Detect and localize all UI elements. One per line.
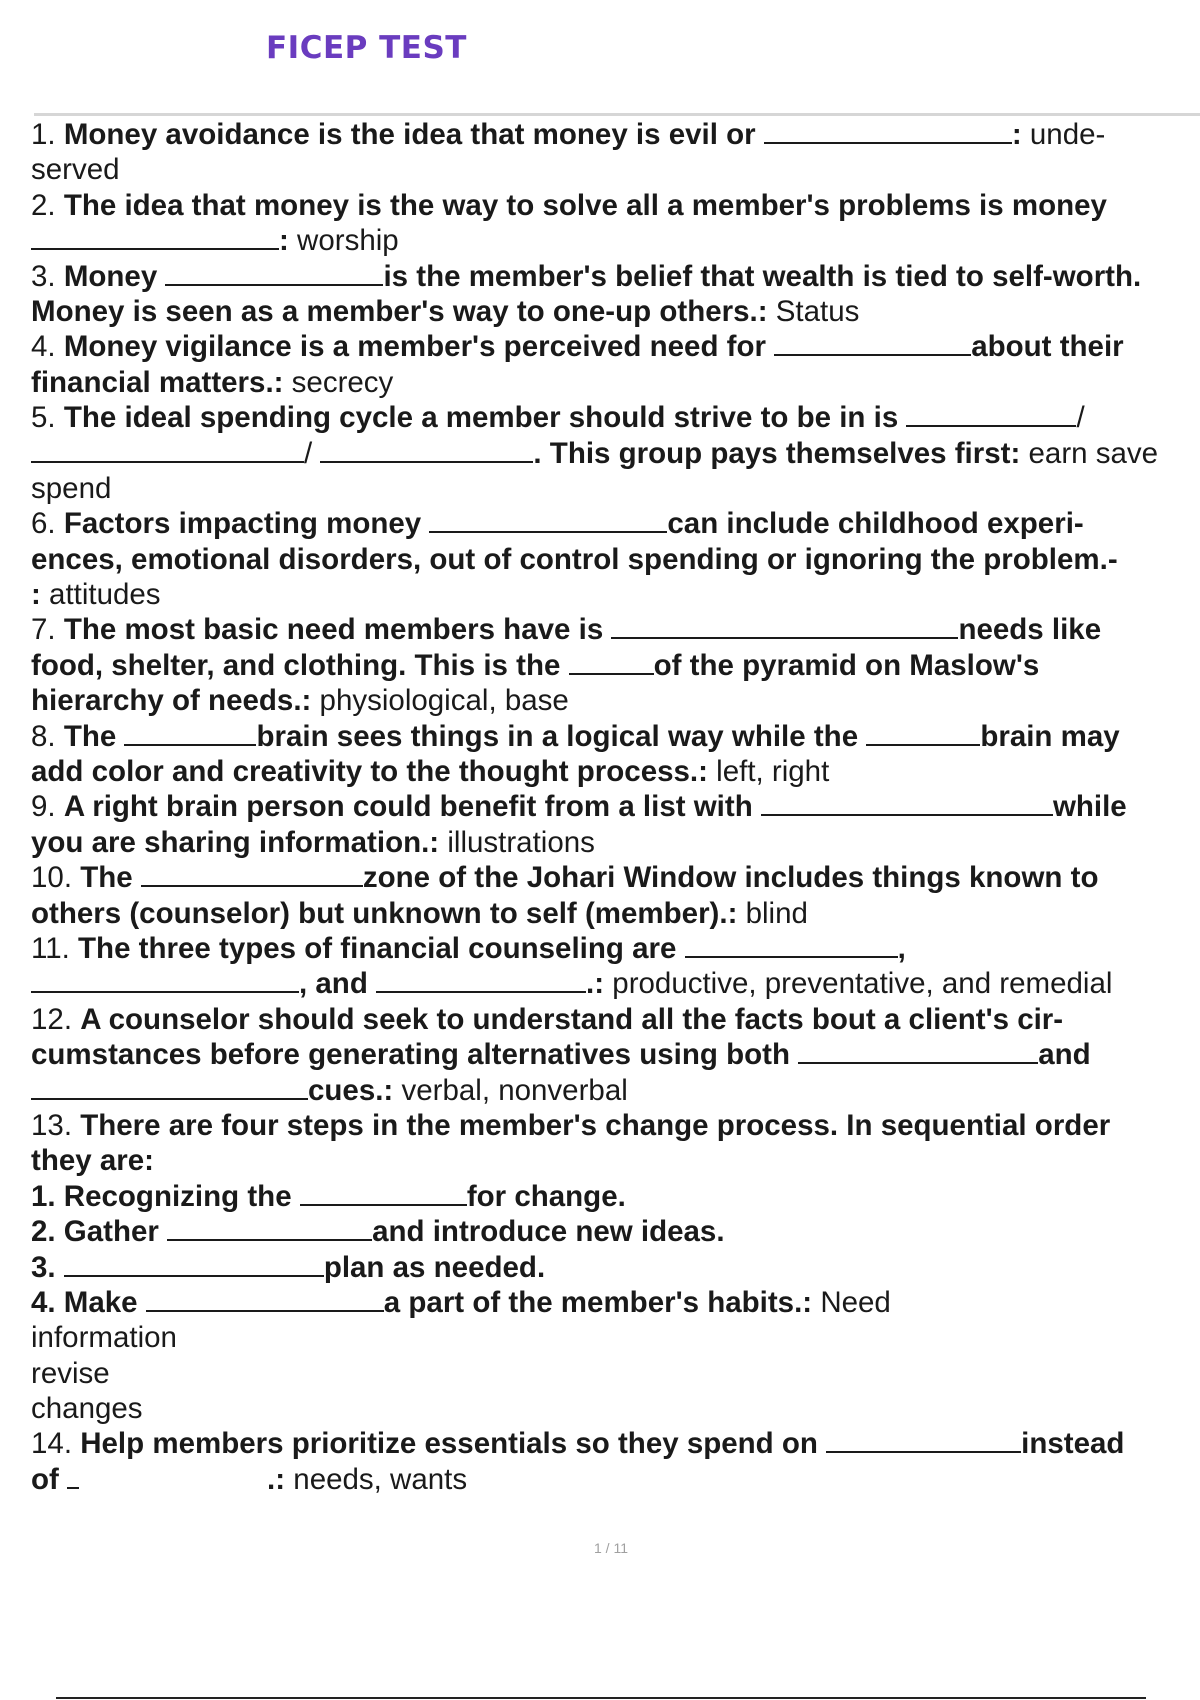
question-number: 12. — [31, 1002, 73, 1036]
question-text: . This group pays themselves first: — [533, 436, 1021, 470]
question-text: A right brain person could benefit from a list with — [63, 790, 753, 824]
answer-blank — [376, 967, 586, 993]
answer-text: changes — [31, 1392, 143, 1426]
question-8-line-1 — [31, 719, 1200, 754]
question-number: 4. — [31, 330, 56, 364]
question-7-line-2 — [31, 648, 1200, 683]
question-text: of — [31, 1462, 59, 1496]
question-text: 1. Recognizing the — [31, 1179, 292, 1213]
answer-text: Need — [820, 1285, 891, 1319]
comma: , — [897, 931, 906, 965]
answer-blank — [774, 330, 971, 356]
question-13-line-1 — [31, 1108, 1200, 1143]
question-text: financial matters.: — [31, 365, 284, 399]
question-10-line-2 — [31, 896, 1200, 931]
question-5-line-3 — [31, 471, 1200, 506]
answer-blank — [64, 1251, 324, 1277]
question-3-line-1 — [31, 259, 1200, 294]
answer-text: physiological, base — [319, 684, 569, 718]
question-text: : — [279, 224, 289, 258]
question-text: Money avoidance is the idea that money is evil or — [63, 118, 756, 151]
question-14-line-1 — [31, 1426, 1200, 1461]
page-number: 1 / 11 — [594, 1540, 628, 1556]
question-list — [31, 117, 1200, 1497]
question-text: about their — [971, 330, 1124, 364]
question-14-line-2 — [31, 1462, 1200, 1497]
answer-text: unde- — [1029, 118, 1106, 151]
answer-blank — [31, 1074, 308, 1100]
question-text: The most basic need members have is — [63, 613, 604, 647]
question-number: 3. — [31, 259, 56, 293]
slash: / — [304, 436, 313, 470]
answer-blank — [146, 1286, 384, 1312]
question-1-line-1 — [31, 117, 1200, 152]
question-text: and — [1038, 1038, 1091, 1072]
answer-blank — [866, 720, 980, 746]
question-12-line-2 — [31, 1037, 1200, 1072]
question-13-line-2 — [31, 1143, 1200, 1178]
answer-blank — [764, 118, 1012, 144]
answer-blank — [906, 401, 1076, 427]
answer-text: verbal, nonverbal — [401, 1073, 628, 1107]
answer-blank — [300, 1180, 467, 1206]
question-13-step-4 — [31, 1285, 1200, 1320]
answer-text: left, right — [716, 755, 830, 789]
question-10-line-1 — [31, 860, 1200, 895]
question-5-line-1 — [31, 400, 1200, 435]
question-5-line-2 — [31, 436, 1200, 471]
question-text: Factors impacting money — [63, 507, 422, 541]
question-6-line-1 — [31, 506, 1200, 541]
title-divider — [34, 113, 1200, 116]
question-text: The — [63, 719, 117, 753]
question-number: 8. — [31, 719, 56, 753]
question-text: hierarchy of needs.: — [31, 684, 312, 718]
question-text: , and — [299, 967, 368, 1001]
question-8-line-2 — [31, 754, 1200, 789]
question-number: 2. — [31, 188, 56, 222]
question-number: 7. — [31, 613, 56, 647]
question-text: of the pyramid on Maslow's — [653, 648, 1040, 682]
question-number: 9. — [31, 790, 56, 824]
question-text: food, shelter, and clothing. This is the — [31, 648, 561, 682]
question-12-line-3 — [31, 1073, 1200, 1108]
answer-text: productive, preventative, and remedial — [612, 967, 1113, 1001]
question-text: for change. — [466, 1179, 626, 1213]
question-number: 10. — [31, 861, 73, 895]
question-text: .: — [586, 967, 605, 1001]
question-text: The ideal spending cycle a member should strive to be in is — [63, 401, 899, 435]
question-7-line-1 — [31, 612, 1200, 647]
question-text: others (counselor) but unknown to self (member).: — [31, 896, 738, 930]
answer-text: information — [31, 1321, 177, 1355]
slash: / — [1076, 401, 1085, 435]
question-number: 11. — [31, 931, 70, 965]
answer-blank — [798, 1038, 1038, 1064]
question-text: The — [80, 861, 133, 895]
question-13-answer-line-3 — [31, 1356, 1200, 1391]
question-13-step-1 — [31, 1179, 1200, 1214]
question-6-line-3 — [31, 577, 1200, 612]
question-text: Money — [63, 259, 158, 293]
question-text: you are sharing information.: — [31, 825, 440, 859]
question-text: cues.: — [308, 1073, 394, 1107]
question-number: 5. — [31, 401, 56, 435]
answer-text: spend — [31, 471, 112, 505]
question-text: a part of the member's habits.: — [383, 1285, 813, 1319]
question-text: There are four steps in the member's change process. In sequential order — [80, 1108, 1111, 1142]
answer-blank — [141, 861, 363, 887]
question-text: A counselor should seek to understand all the facts bout a client's cir- — [80, 1002, 1064, 1036]
question-4-line-2 — [31, 365, 1200, 400]
answer-blank — [165, 260, 383, 286]
question-text: ences, emotional disorders, out of control spending or ignoring the problem.- — [31, 542, 1118, 576]
question-text: add color and creativity to the thought process.: — [31, 755, 708, 789]
answer-blank — [320, 437, 533, 463]
question-2-line-1 — [31, 188, 1200, 223]
question-13-step-2 — [31, 1214, 1200, 1249]
question-text: .: — [267, 1462, 286, 1496]
question-number: 6. — [31, 507, 56, 541]
question-text: needs like — [958, 613, 1102, 647]
answer-blank — [611, 613, 958, 639]
question-number: 1. — [31, 118, 56, 151]
question-7-line-3 — [31, 683, 1200, 718]
question-text: The three types of financial counseling are — [78, 931, 677, 965]
question-text: plan as needed. — [323, 1250, 546, 1284]
answer-blank — [31, 967, 299, 993]
answer-text: earn save — [1028, 436, 1159, 470]
question-text: they are: — [31, 1144, 154, 1178]
question-2-line-2 — [31, 223, 1200, 258]
answer-text: worship — [297, 224, 399, 258]
question-text: brain may — [980, 719, 1120, 753]
question-text: The idea that money is the way to solve all a member's problems is money — [63, 188, 1107, 222]
question-text: Money is seen as a member's way to one-up others.: — [31, 294, 768, 328]
question-text: while — [1052, 790, 1127, 824]
answer-blank — [685, 932, 898, 958]
question-text: Help members prioritize essentials so they spend on — [80, 1427, 818, 1461]
answer-blank — [826, 1427, 1021, 1453]
question-text: zone of the Johari Window includes things known to — [362, 861, 1099, 895]
question-4-line-1 — [31, 329, 1200, 364]
answer-text: attitudes — [49, 578, 161, 612]
answer-blank — [124, 720, 256, 746]
question-text: Money vigilance is a member's perceived need for — [63, 330, 766, 364]
answer-text: blind — [745, 896, 808, 930]
answer-blank — [167, 1215, 372, 1241]
answer-text: served — [31, 153, 120, 187]
answer-blank — [429, 507, 667, 533]
answer-blank — [67, 1463, 79, 1489]
question-text: : — [31, 578, 41, 612]
question-9-line-2 — [31, 825, 1200, 860]
question-11-line-1 — [31, 931, 1200, 966]
answer-text: secrecy — [291, 365, 394, 399]
question-text: 2. Gather — [31, 1215, 159, 1249]
question-3-line-2 — [31, 294, 1200, 329]
question-9-line-1 — [31, 789, 1200, 824]
answer-text: Status — [775, 294, 860, 328]
question-13-answer-line-2 — [31, 1320, 1200, 1355]
answer-text: revise — [31, 1356, 110, 1390]
question-text: brain sees things in a logical way while the — [256, 719, 859, 753]
question-text: 3. — [31, 1250, 56, 1284]
question-number: 14. — [31, 1427, 73, 1461]
question-text: and introduce new ideas. — [372, 1215, 725, 1249]
question-11-line-2 — [31, 966, 1200, 1001]
question-6-line-2 — [31, 542, 1200, 577]
question-12-line-1 — [31, 1002, 1200, 1037]
question-1-line-2 — [31, 152, 1200, 187]
question-text: cumstances before generating alternatives using both — [31, 1038, 790, 1072]
question-text: is the member's belief that wealth is tied to self-worth. — [383, 259, 1142, 293]
footer-divider — [56, 1697, 1146, 1699]
question-13-step-3 — [31, 1250, 1200, 1285]
answer-text: illustrations — [447, 825, 595, 859]
answer-blank — [569, 649, 654, 675]
answer-blank — [761, 790, 1053, 816]
question-number: 13. — [31, 1108, 73, 1142]
document-title: FICEP TEST — [266, 30, 467, 66]
answer-blank — [31, 224, 279, 250]
question-text: 4. Make — [31, 1285, 138, 1319]
question-13-answer-line-4 — [31, 1391, 1200, 1426]
question-text: instead — [1021, 1427, 1125, 1461]
answer-text: needs, wants — [293, 1462, 468, 1496]
answer-blank — [31, 437, 304, 463]
question-text: can include childhood experi- — [667, 507, 1084, 541]
question-text: : — [1011, 118, 1022, 151]
